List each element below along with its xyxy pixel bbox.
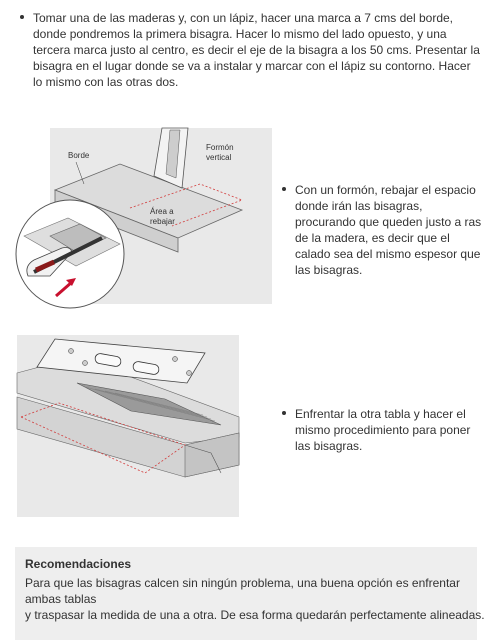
step-1-text: Tomar una de las maderas y, con un lápiz, hacer una marca a 7 cms del borde, donde pondremos la primera bisagra. Hacer lo mismo del lado opuesto, y una tercera marca justo al centro, es decir el eje de la bisagra a los 50 cms. Presentar la bisagra en el lugar donde se va a instalar y marcar con el lápiz su contorno. Hacer lo mismo con las otras dos. <box>33 11 480 89</box>
recommendations-line: Para que las bisagras calcen sin ningún problema, una buena opción es enfrentar <box>25 576 460 590</box>
step-2-text: Con un formón, rebajar el espacio donde irán las bisagras, procurando que queden justo a ras de la madera, es decir que el calado sea del mismo espesor que las bisagras. <box>295 183 482 277</box>
label-formon-1: Formón <box>206 143 234 152</box>
step-3 <box>282 406 482 454</box>
recommendations-line: ambas tablas <box>25 592 97 606</box>
recommendations-box <box>15 547 485 640</box>
bullet-icon <box>20 15 24 19</box>
step-3-text: Enfrentar la otra tabla y hacer el mismo procedimiento para poner las bisagras. <box>295 407 471 453</box>
label-area-1: Área a <box>150 207 174 216</box>
step-1 <box>20 10 480 90</box>
recommendations-line: y traspasar la medida de una a otra. De esa forma quedarán perfectamente alineadas. <box>25 608 485 622</box>
step-2 <box>282 182 482 278</box>
recommendations-title: Recomendaciones <box>25 557 132 571</box>
bullet-icon <box>282 187 286 191</box>
label-formon-2: vertical <box>206 153 232 162</box>
recommendations-body <box>25 575 485 623</box>
bullet-icon <box>282 411 286 415</box>
illustration-marking-hinge <box>10 126 272 310</box>
illustration-hinge-board <box>15 333 251 517</box>
label-area-2: rebajar <box>150 217 175 226</box>
label-borde: Borde <box>68 151 90 160</box>
